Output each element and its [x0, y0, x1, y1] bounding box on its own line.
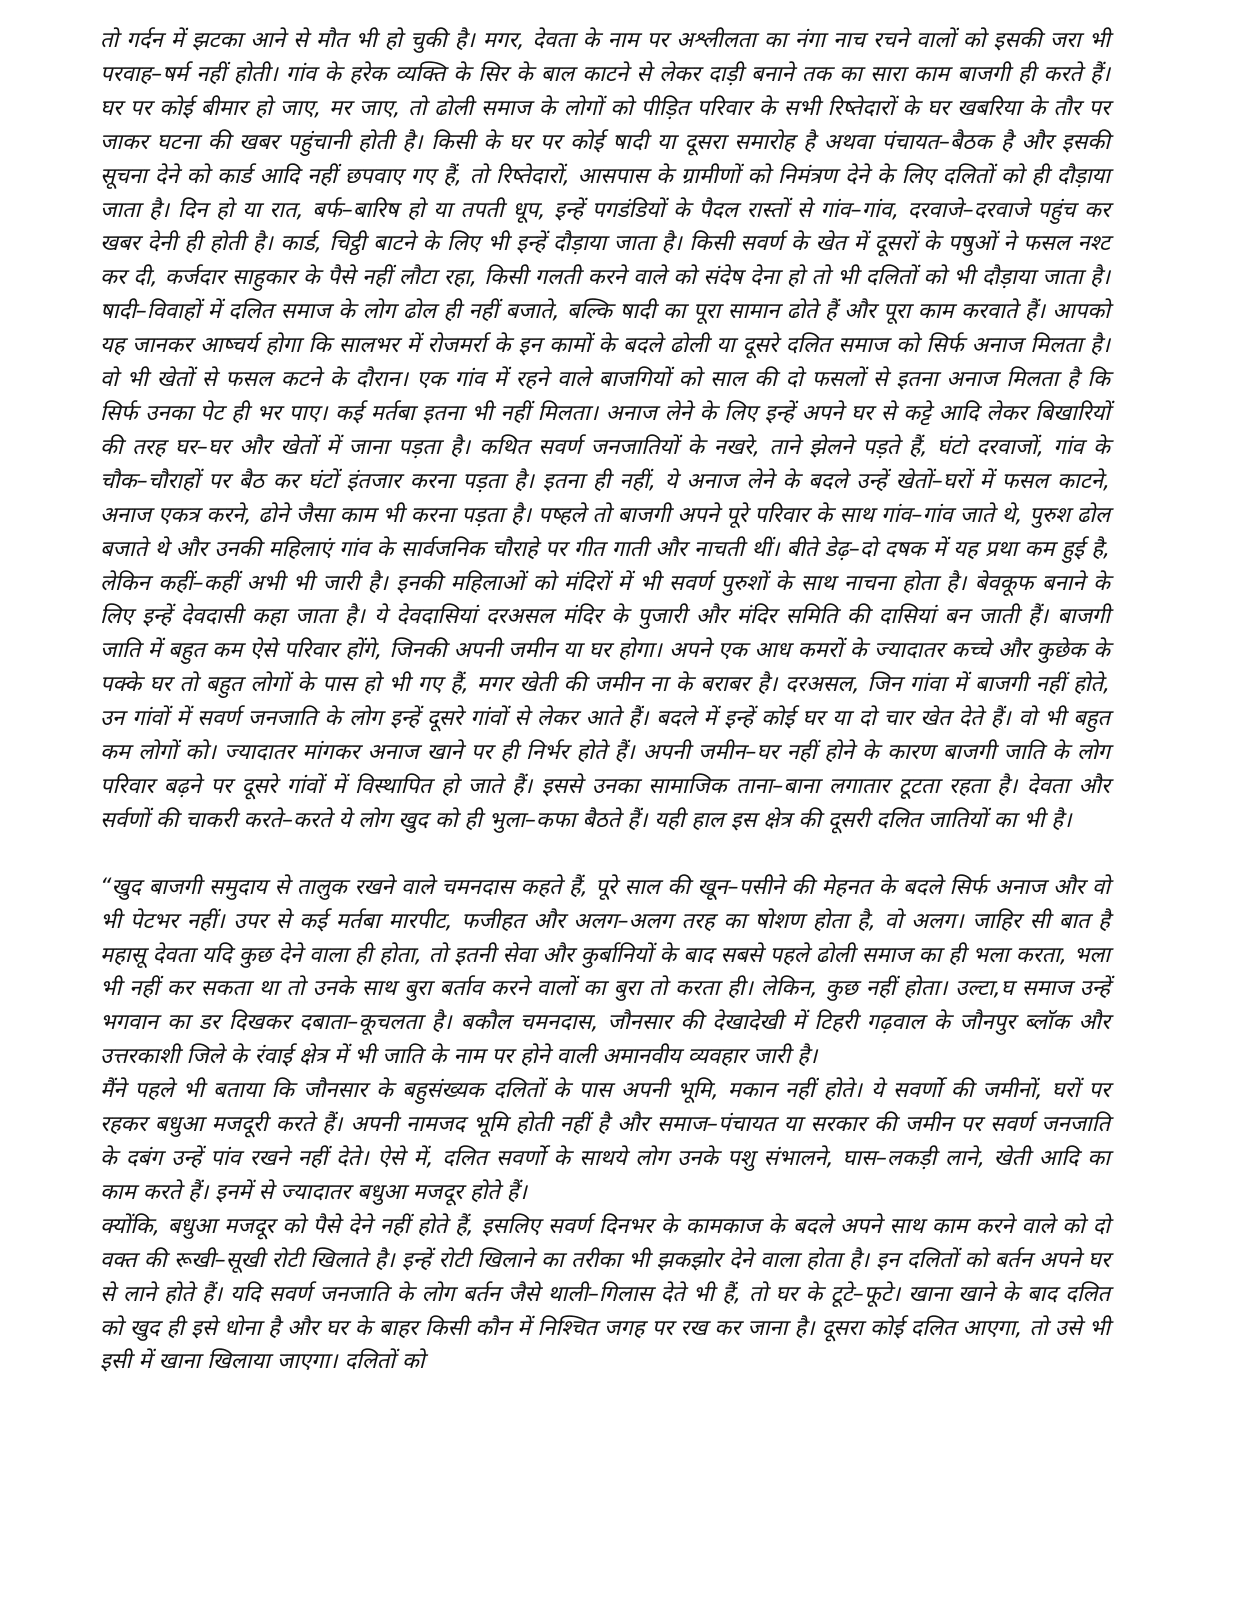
paragraph-1: तो गर्दन में झटका आने से मौत भी हो चुकी है। मगर, देवता के नाम पर अश्लीलता का नंगा नाच रचने वालों को इसकी जरा भी परवाह–षर्म नहीं होती। गांव के हरेक व्यक्ति के सिर के बाल काटने से लेकर दाड़ी बनाने तक का सारा काम बाजगी ही करते हैं। घर पर कोई बीमार हो जाए, मर जाए, तो ढोली समाज के लोगों को पीड़ित परिवार के सभी रिष्तेदारों के घर खबरिया के तौर पर जाकर घटना की खबर पहुंचानी होती है। किसी के घर पर कोई षादी या दूसरा समारोह है अथवा पंचायत–बैठक है और इसकी सूचना देने को कार्ड आदि नहीं छपवाए गए हैं, तो रिष्तेदारों, आसपास के ग्रामीणों को निमंत्रण देने के लिए दलितों को ही दौड़ाया जाता है। दिन हो या रात, बर्फ–बारिष हो या तपती धूप, इन्हें पगडंडियों के पैदल रास्तों से गांव–गांव, दरवाजे–दरवाजे पहुंच कर खबर देनी ही होती है। कार्ड, चिट्ठी बाटने के लिए भी इन्हें दौड़ाया जाता है। किसी सवर्ण के खेत में दूसरों के पषुओं ने फसल नश्ट कर दी, कर्जदार साहुकार के पैसे नहीं लौटा रहा, किसी गलती करने वाले को संदेष देना हो तो भी दलितों को भी दौड़ाया जाता है। षादी–विवाहों में दलित समाज के लोग ढोल ही नहीं बजाते, बल्कि षादी का पूरा सामान ढोते हैं और पूरा काम करवाते हैं। आपको यह जानकर आष्चर्य होगा कि सालभर में रोजमर्रा के इन कामों के बदले ढोली या दूसरे दलित समाज को सिर्फ अनाज मिलता है। वो भी खेतों से फसल कटने के दौरान। एक गांव में रहने वाले बाजगियों को साल की दो फसलों से इतना अनाज मिलता है कि सिर्फ उनका पेट ही भर पाए। कई मर्तबा इतना भी नहीं मिलता। अनाज लेने के लिए इन्हें अपने घर से कट्टे आदि लेकर बिखारियों की तरह घर–घर और खेतों में जाना पड़ता है। कथित सवर्ण जनजातियों के नखरे, ताने झेलने पड़ते हैं, घंटो दरवाजों, गांव के चौक–चौराहों पर बैठ कर घंटों इंतजार करना पड़ता है। इतना ही नहीं, ये अनाज लेने के बदले उन्हें खेतों–घरों में फसल काटने, अनाज एकत्र करने, ढोने जैसा काम भी करना पड़ता है। पष्हले तो बाजगी अपने पूरे परिवार के साथ गांव–गांव जाते थे, पुरुश ढोल बजाते थे और उनकी महिलाएं गांव के सार्वजनिक चौराहे पर गीत गाती और नाचती थीं। बीते डेढ़–दो दषक में यह प्रथा कम हुई है, लेकिन कहीं–कहीं अभी भी जारी है। इनकी महिलाओं को मंदिरों में भी सवर्ण पुरुशों के साथ नाचना होता है। बेवकूफ बनाने के लिए इन्हें देवदासी कहा जाता है। ये देवदासियां दरअसल मंदिर के पुजारी और मंदिर समिति की दासियां बन जाती हैं। बाजगी जाति में बहुत कम ऐसे परिवार होंगे, जिनकी अपनी जमीन या घर होगा। अपने एक आध कमरों के ज्यादातर कच्चे और कुछेक के पक्के घर तो बहुत लोगों के पास हो भी गए हैं, मगर खेती की जमीन ना के बराबर है। दरअसल, जिन गांवा में बाजगी नहीं होते, उन गांवों में सवर्ण जनजाति के लोग इन्हें दूसरे गांवों से लेकर आते हैं। बदले में इन्हें कोई घर या दो चार खेत देते हैं। वो भी बहुत कम लोगों को। ज्यादातर मांगकर अनाज खाने पर ही निर्भर होते हैं। अपनी जमीन–घर नहीं होने के कारण बाजगी जाति के लोग परिवार बढ़ने पर दूसरे गांवों में विस्थापित हो जाते हैं। इससे उनका सामाजिक ताना–बाना लगातार टूटता रहता है। देवता और सर्वणों की चाकरी करते–करते ये लोग खुद को ही भुला–कफा बैठते हैं। यही हाल इस क्षेत्र की दूसरी दलित जातियों का भी है।	[100, 28, 1110, 833]
paragraph-3: मैंने पहले भी बताया कि जौनसार के बहुसंख्यक दलितों के पास अपनी भूमि, मकान नहीं होते। ये सवर्णो की जमीनों, घरों पर रहकर बधुआ मजदूरी करते हैं। अपनी नामजद भूमि होती नहीं है और समाज–पंचायत या सरकार की जमीन पर सवर्ण जनजाति के दबंग उन्हें पांव रखने नहीं देते। ऐसे में, दलित सवर्णो के साथये लोग उनके पशु संभालने, घास–लकड़ी लाने, खेती आदि का काम करते हैं। इनमें से ज्यादातर बधुआ मजदूर होते हैं।	[100, 1078, 1110, 1205]
paragraph-2: “खुद बाजगी समुदाय से तालुक रखने वाले चमनदास कहते हैं, पूरे साल की खून–पसीने की मेहनत के बदले सिर्फ अनाज और वो भी पेटभर नहीं। उपर से कई मर्तबा मारपीट, फजीहत और अलग–अलग तरह का षोशण होता है, वो अलग। जाहिर सी बात है महासू देवता यदि कुछ देने वाला ही होता, तो इतनी सेवा और कुर्बानियों के बाद सबसे पहले ढोली समाज का ही भला करता, भला भी नहीं कर सकता था तो उनके साथ बुरा बर्ताव करने वालों का बुरा तो करता ही। लेकिन, कुछ नहीं होता। उल्टा,घ समाज उन्हें भगवान का डर दिखकर दबाता–कूचलता है। बकौल चमनदास, जौनसार की देखादेखी में टिहरी गढ़वाल के जौनपुर ब्लॉक और उत्तरकाशी जिले के रंवाई क्षेत्र में भी जाति के नाम पर होने वाली अमानवीय व्यवहार जारी है।	[100, 874, 1110, 1070]
document-page	[100, 24, 1110, 1379]
paragraph-4: क्योंकि, बधुआ मजदूर को पैसे देने नहीं होते हैं, इसलिए सवर्ण दिनभर के कामकाज के बदले अपने साथ काम करने वाले को दो वक्त की रूखी–सूखी रोटी खिलाते है। इन्हें रोटी खिलाने का तरीका भी झकझोर देने वाला होता है। इन दलितों को बर्तन अपने घर से लाने होते हैं। यदि सवर्ण जनजाति के लोग बर्तन जैसे थाली–गिलास देते भी हैं, तो घर के टूटे–फूटे। खाना खाने के बाद दलित को खुद ही इसे धोना है और घर के बाहर किसी कौन में निश्चित जगह पर रख कर जाना है। दूसरा कोई दलित आएगा, तो उसे भी इसी में खाना खिलाया जाएगा। दलितों को	[100, 1213, 1110, 1375]
